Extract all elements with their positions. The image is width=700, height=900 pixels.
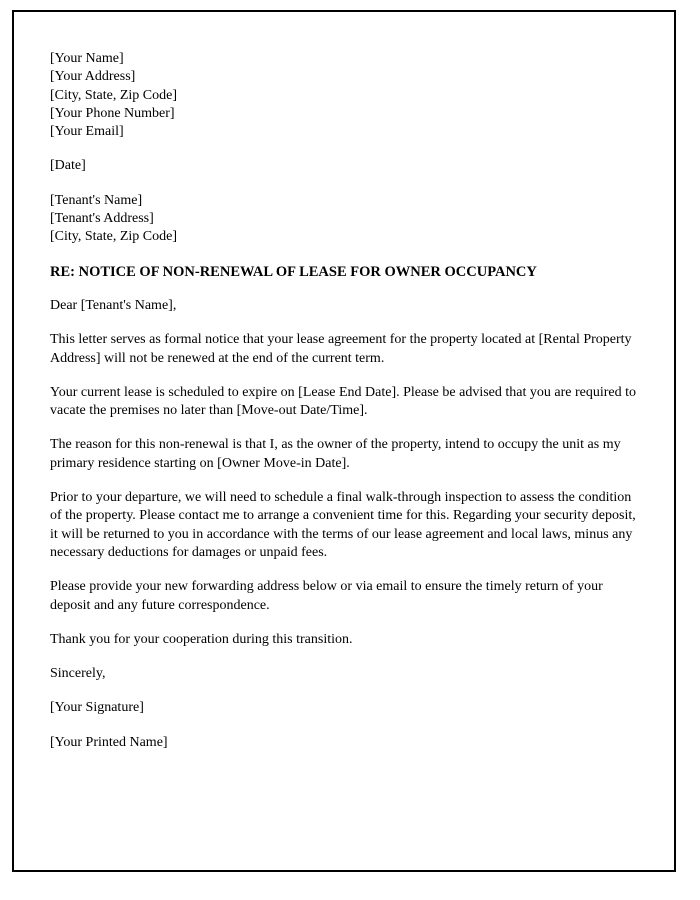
recipient-address: [Tenant's Address]	[50, 211, 154, 227]
letter-date: [Date]	[50, 158, 86, 174]
paragraph-thanks: Thank you for your cooperation during this transition.	[50, 631, 353, 647]
paragraph-lease-expiry: Your current lease is scheduled to expire on [Lease End Date]. Please be advised that you are required to vacate the premises no later than [Move-out Date/Time].	[50, 384, 636, 419]
recipient-city-state-zip: [City, State, Zip Code]	[50, 229, 178, 245]
paragraph-reason: The reason for this non-renewal is that I, as the owner of the property, intend to occupy the unit as my primary residence starting on [Owner Move-in Date].	[50, 437, 621, 471]
paragraph-forwarding-address: Please provide your new forwarding address below or via email to ensure the timely return of your deposit and any future correspondence.	[50, 579, 603, 613]
recipient-name: [Tenant's Name]	[50, 192, 143, 208]
sender-phone: [Your Phone Number]	[50, 105, 175, 121]
sender-city-state-zip: [City, State, Zip Code]	[50, 87, 178, 103]
paragraph-notice: This letter serves as formal notice that your lease agreement for the property located at [Rental Property Address] will not be renewed at the end of the current term.	[50, 332, 632, 366]
subject-line: RE: NOTICE OF NON-RENEWAL OF LEASE FOR OWNER OCCUPANCY	[50, 263, 537, 280]
sender-address: [Your Address]	[50, 69, 136, 85]
letter-page	[12, 10, 676, 872]
sender-name: [Your Name]	[50, 51, 124, 66]
recipient-block	[50, 192, 638, 247]
closing: Sincerely,	[50, 666, 106, 682]
sender-block	[50, 50, 638, 141]
date-block	[50, 157, 638, 175]
salutation: Dear [Tenant's Name],	[50, 297, 177, 313]
paragraph-inspection-deposit: Prior to your departure, we will need to schedule a final walk-through inspection to assess the condition of the property. Please contact me to arrange a convenient time for this. Regarding your security deposit, it will be returned to you in accordance with the terms of our lease agreement and local laws, minus any necessary deductions for damages or unpaid fees.	[50, 490, 636, 560]
printed-name-placeholder: [Your Printed Name]	[50, 734, 168, 750]
sender-email: [Your Email]	[50, 124, 124, 140]
signature-placeholder: [Your Signature]	[50, 700, 144, 716]
